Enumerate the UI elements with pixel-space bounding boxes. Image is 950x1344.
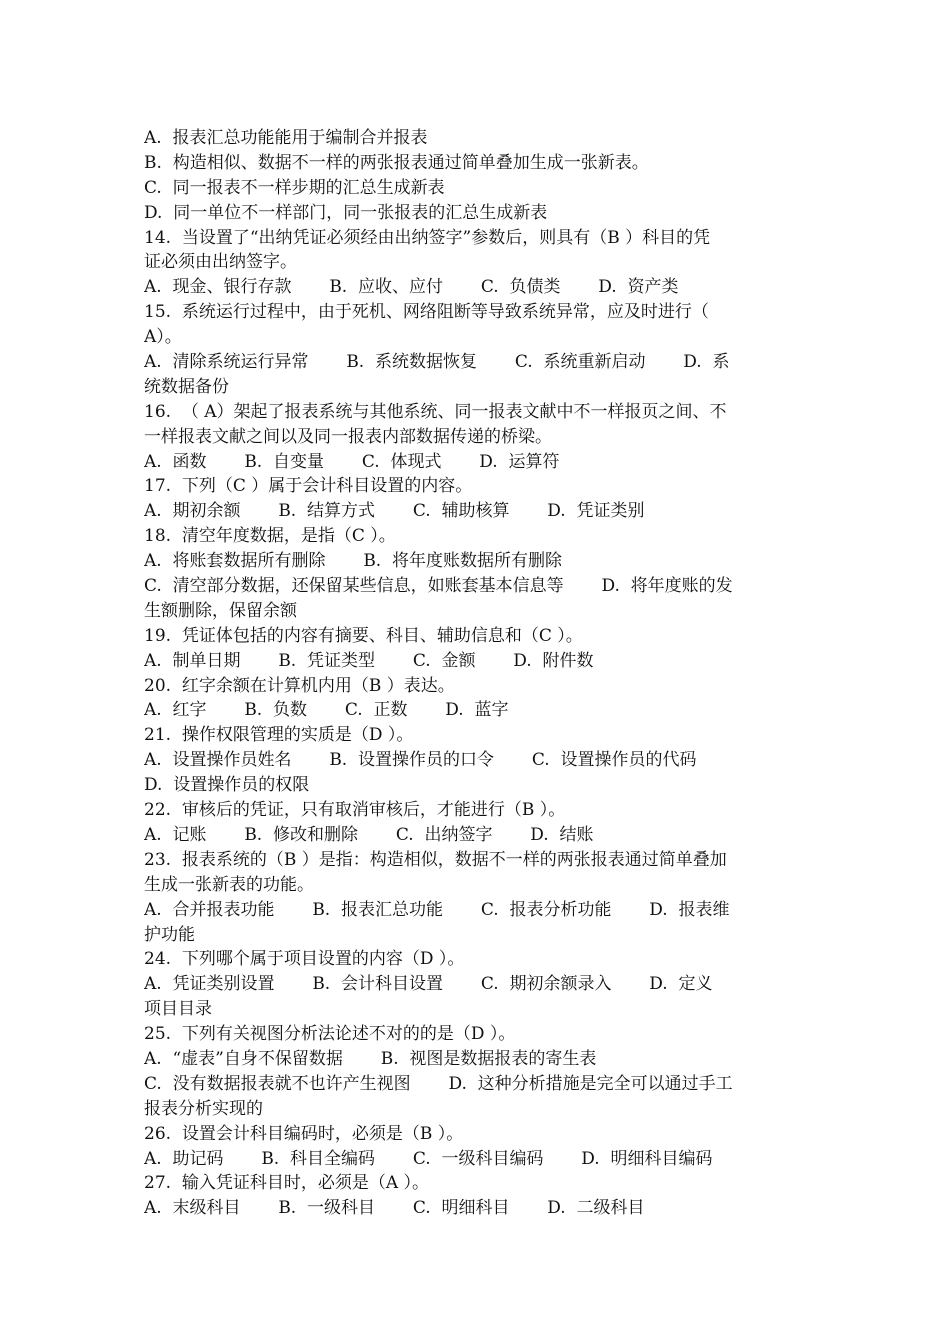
text-line: 22. 审核后的凭证，只有取消审核后，才能进行（B ）。 <box>144 800 566 821</box>
text-line: 24. 下列哪个属于项目设置的内容（D ）。 <box>144 949 465 970</box>
text-line: A. 现金、银行存款 B. 应收、应付 C. 负债类 D. 资产类 <box>144 277 679 298</box>
text-line: A. 设置操作员姓名 B. 设置操作员的口令 C. 设置操作员的代码 <box>144 750 697 771</box>
text-line: 18. 清空年度数据，是指（C ）。 <box>144 526 396 547</box>
text-line: A. 函数 B. 自变量 C. 体现式 D. 运算符 <box>144 451 560 472</box>
text-line: A. 清除系统运行异常 B. 系统数据恢复 C. 系统重新启动 D. 系 <box>144 352 730 373</box>
text-line: 16. （ A）架起了报表系统与其他系统、同一报表文献中不一样报页之间、不 <box>144 401 727 422</box>
text-line: 一样报表文献之间以及同一报表内部数据传递的桥梁。 <box>144 426 552 447</box>
text-line: A. 助记码 B. 科目全编码 C. 一级科目编码 D. 明细科目编码 <box>144 1148 713 1169</box>
text-line: 15. 系统运行过程中，由于死机、网络阻断等导致系统异常，应及时进行（ <box>144 302 709 323</box>
text-line: 17. 下列（C ）属于会计科目设置的内容。 <box>144 476 473 497</box>
text-line: A. 合并报表功能 B. 报表汇总功能 C. 报表分析功能 D. 报表维 <box>144 899 730 920</box>
text-line: 20. 红字余额在计算机内用（B ）表达。 <box>144 675 455 696</box>
text-line: A. 凭证类别设置 B. 会计科目设置 C. 期初余额录入 D. 定义 <box>144 974 713 995</box>
text-line: 27. 输入凭证科目时，必须是（A ）。 <box>144 1173 430 1194</box>
text-line: 25. 下列有关视图分析法论述不对的的是（D ）。 <box>144 1024 516 1045</box>
text-line: C. 清空部分数据，还保留某些信息，如账套基本信息等 D. 将年度账的发 <box>144 576 733 597</box>
text-line: 23. 报表系统的（B ）是指：构造相似，数据不一样的两张报表通过简单叠加 <box>144 849 727 870</box>
text-line: 21. 操作权限管理的实质是（D ）。 <box>144 725 414 746</box>
document-body <box>144 126 808 1221</box>
text-line: 证必须由出纳签字。 <box>144 252 297 273</box>
text-line: A. 期初余额 B. 结算方式 C. 辅助核算 D. 凭证类别 <box>144 501 645 522</box>
text-line: A. “虚表”自身不保留数据 B. 视图是数据报表的寄生表 <box>144 1048 597 1069</box>
text-line: 14. 当设置了“出纳凭证必须经由出纳签字”参数后，则具有（B ）科目的凭 <box>144 227 711 248</box>
text-line: A. 制单日期 B. 凭证类型 C. 金额 D. 附件数 <box>144 650 594 671</box>
text-line: C. 同一报表不一样步期的汇总生成新表 <box>144 177 445 198</box>
text-line: D. 设置操作员的权限 <box>144 775 310 796</box>
text-line: B. 构造相似、数据不一样的两张报表通过简单叠加生成一张新表。 <box>144 152 649 173</box>
text-line: A. 将账套数据所有删除 B. 将年度账数据所有删除 <box>144 551 563 572</box>
text-line: 护功能 <box>144 924 195 945</box>
text-line: A. 红字 B. 负数 C. 正数 D. 蓝字 <box>144 700 509 721</box>
text-line: A. 记账 B. 修改和删除 C. 出纳签字 D. 结账 <box>144 824 594 845</box>
text-line: 19. 凭证体包括的内容有摘要、科目、辅助信息和（C ）。 <box>144 625 583 646</box>
text-line: C. 没有数据报表就不也许产生视图 D. 这种分析措施是完全可以通过手工 <box>144 1073 733 1094</box>
text-line: A. 末级科目 B. 一级科目 C. 明细科目 D. 二级科目 <box>144 1198 645 1219</box>
text-line: D. 同一单位不一样部门，同一张报表的汇总生成新表 <box>144 202 548 223</box>
text-line: A. 报表汇总功能能用于编制合并报表 <box>144 128 428 148</box>
text-line: 生额删除，保留余额 <box>144 600 297 621</box>
text-line: 报表分析实现的 <box>144 1098 263 1119</box>
text-line: 26. 设置会计科目编码时，必须是（B ）。 <box>144 1123 464 1144</box>
text-line: A）。 <box>144 327 182 348</box>
text-line: 生成一张新表的功能。 <box>144 874 314 895</box>
text-line: 统数据备份 <box>144 376 229 397</box>
text-line: 项目目录 <box>144 999 212 1020</box>
